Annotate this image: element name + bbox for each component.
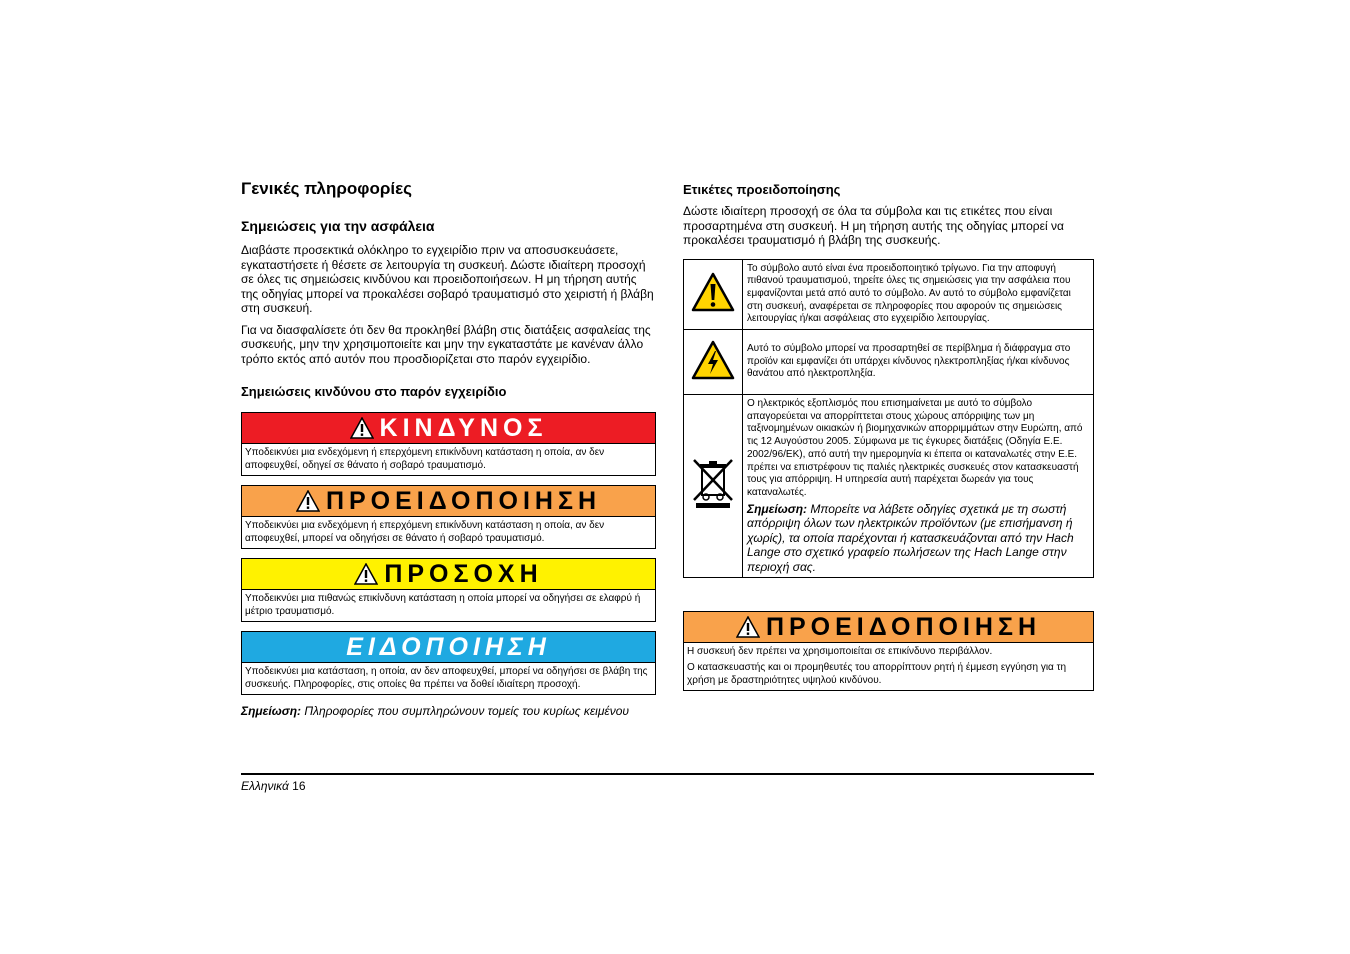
warning-box-2 <box>683 611 1094 691</box>
right-column <box>683 182 1094 691</box>
danger-banner <box>242 413 655 444</box>
safety-paragraph-1: Διαβάστε προσεκτικά ολόκληρο το εγχειρίδιο πριν να αποσυσκευάσετε, εγκαταστήσετε ή θέσετε σε λειτουργία τη συσκευή. Δώστε ιδιαίτερη προσοχή σε όλες τις σημειώσεις κινδύνου και προειδοποιήσεων. Η μη τήρηση αυτής της οδηγίας μπορεί να προκαλέσει σοβαρό τραυματισμό στο χειριστή ή βλάβη στη συσκευή. <box>241 243 654 315</box>
warning-triangle-icon <box>736 616 760 638</box>
note-text: Πληροφορίες που συμπληρώνουν τομείς του κυρίως κειμένου <box>301 704 629 718</box>
safety-paragraph-2: Για να διασφαλίσετε ότι δεν θα προκληθεί βλάβη στις διατάξεις ασφαλείας της συσκευής, μην την χρησιμοποιείτε και μην την εγκαταστάτε με κανέναν άλλο τρόπο εκτός από αυτόν που προσδιορίζεται στο παρόν εγχειρίδιο. <box>241 322 651 366</box>
page-number: 16 <box>288 779 306 793</box>
footer <box>241 779 306 793</box>
danger-label: ΚΙΝΔΥΝΟΣ <box>379 413 548 442</box>
icon-cell <box>684 330 743 395</box>
weee-crossed-bin-icon <box>690 458 736 510</box>
hazard-heading: Σημειώσεις κινδύνου στο παρόν εγχειρίδιο <box>241 384 507 399</box>
caution-banner <box>242 559 655 590</box>
warning-text: Υποδεικνύει μια ενδεχόμενη ή επερχόμενη επικίνδυνη κατάσταση η οποία, αν δεν αποφευχθεί, μπορεί να οδηγήσει σε θάνατο ή σοβαρό τραυματισμό. <box>245 520 605 544</box>
row-text-span: Ο ηλεκτρικός εξοπλισμός που επισημαίνεται με αυτό το σύμβολο απαγορεύεται να απορρίπτεται στους χώρους απόρριψης των μη ταξινομημένων οικιακών ή βιομηχανικών απορριμμάτων στην Ευρώπη, από τις 12 Αυγούστου 2005. Σύμφωνα με τις έγκυρες διατάξεις (Οδηγία Ε.Ε. 2002/96/ΕΚ), από αυτή την ημερομηνία κι έπειτα οι καταναλωτές στην Ε.Ε. πρέπει να επιστρέφουν τις παλιές ηλεκτρικές συσκευές στον κατασκευαστή τους για απόρριψη. Η υπηρεσία αυτή παρέχεται δωρεάν για τους καταναλωτές. <box>747 398 1083 498</box>
footer-language: Ελληνικά <box>241 779 289 793</box>
row-text: Το σύμβολο αυτό είναι ένα προειδοποιητικό τρίγωνο. Για την αποφυγή πιθανού τραυματισμού, τηρείτε όλες τις σημειώσεις για την ασφάλεια που εμφανίζονται μετά από αυτό το σύμβολο. Αν αυτό το σύμβολο εμφανίζεται στη συσκευή, αναφέρεται σε πληροφορίες που αφορούν τις σημειώσεις λειτουργίας ή/και ασφάλειας στο εγχειρίδιο λειτουργίας. <box>743 259 1094 330</box>
warning-label: ΠΡΟΕΙΔΟΠΟΙΗΣΗ <box>325 486 602 515</box>
page-title: Γενικές πληροφορίες <box>241 179 412 198</box>
warning-banner <box>242 486 655 517</box>
row-text-span: Αυτό το σύμβολο μπορεί να προσαρτηθεί σε περίβλημα ή διάφραγμα στο προϊόν και εμφανίζει ότι υπάρχει κίνδυνος ηλεκτροπληξίας ή/και κίνδυνος θανάτου από ηλεκτροπληξία. <box>747 342 1071 380</box>
labels-heading: Ετικέτες προειδοποίησης <box>683 182 841 197</box>
note-label: Σημείωση: <box>241 704 302 718</box>
row-text <box>743 330 1094 395</box>
icon-cell <box>684 395 743 578</box>
table-row <box>684 259 1094 330</box>
warning-box <box>241 485 656 549</box>
labels-table <box>683 259 1094 579</box>
warning-triangle-icon <box>350 417 374 439</box>
warning2-line1: Η συσκευή δεν πρέπει να χρησιμοποιείται σε επικίνδυνο περιβάλλον. <box>687 646 993 658</box>
danger-text: Υποδεικνύει μια ενδεχόμενη ή επερχόμενη επικίνδυνη κατάσταση η οποία, αν δεν αποφευχθεί, οδηγεί σε θάνατο ή σοβαρό τραυματισμό. <box>245 447 605 471</box>
row-note-label: Σημείωση: <box>747 501 808 516</box>
electric-shock-icon <box>691 340 735 380</box>
warning2-line2: Ο κατασκευαστής και οι προμηθευτές του απορρίπτουν ρητή ή έμμεση εγγύηση για τη χρήση με δραστηριότητες υψηλού κινδύνου. <box>687 662 1067 687</box>
caution-box <box>241 558 656 622</box>
warning-triangle-icon <box>296 490 320 512</box>
caution-text: Υποδεικνύει μια πιθανώς επικίνδυνη κατάσταση η οποία μπορεί να οδηγήσει σε ελαφρύ ή μέτριο τραυματισμό. <box>245 593 641 617</box>
notice-text: Υποδεικνύει μια κατάσταση, η οποία, αν δεν αποφευχθεί, μπορεί να οδηγήσει σε βλάβη της συσκευής. Πληροφορίες, στις οποίες θα πρέπει να δοθεί ιδιαίτερη προσοχή. <box>245 666 648 690</box>
warning-banner-2 <box>684 612 1093 643</box>
row-note <box>747 502 1089 575</box>
icon-cell <box>684 259 743 330</box>
safety-heading: Σημειώσεις για την ασφάλεια <box>241 218 435 234</box>
warning-label-2: ΠΡΟΕΙΔΟΠΟΙΗΣΗ <box>765 612 1042 641</box>
row-text <box>743 395 1094 578</box>
row-note-text: Μπορείτε να λάβετε οδηγίες σχετικά με τη σωστή απόρριψη όλων των ηλεκτρικών προϊόντων (με επισήμανση ή χωρίς), τα οποία παρέχονται ή κατασκευάζονται από την Hach Lange στο σχετικό γραφείο πωλήσεων της Hach Lange στην περιοχή σας. <box>747 501 1074 574</box>
caution-label: ΠΡΟΣΟΧΗ <box>384 559 543 588</box>
footer-rule <box>241 773 1094 775</box>
warning-triangle-icon <box>354 563 378 585</box>
left-column <box>241 178 656 718</box>
notice-box <box>241 631 656 695</box>
notice-banner <box>242 632 655 663</box>
warning-triangle-icon <box>691 272 735 312</box>
note-line <box>241 704 656 718</box>
danger-box <box>241 412 656 476</box>
labels-paragraph: Δώστε ιδιαίτερη προσοχή σε όλα τα σύμβολα και τις ετικέτες που είναι προσαρτημένα στη συσκευή. Η μη τήρηση αυτής της οδηγίας μπορεί να προκαλέσει τραυματισμό ή βλάβη της συσκευής. <box>683 204 1064 247</box>
table-row <box>684 330 1094 395</box>
table-row <box>684 395 1094 578</box>
notice-label: ΕΙΔΟΠΟΙΗΣΗ <box>346 632 551 661</box>
